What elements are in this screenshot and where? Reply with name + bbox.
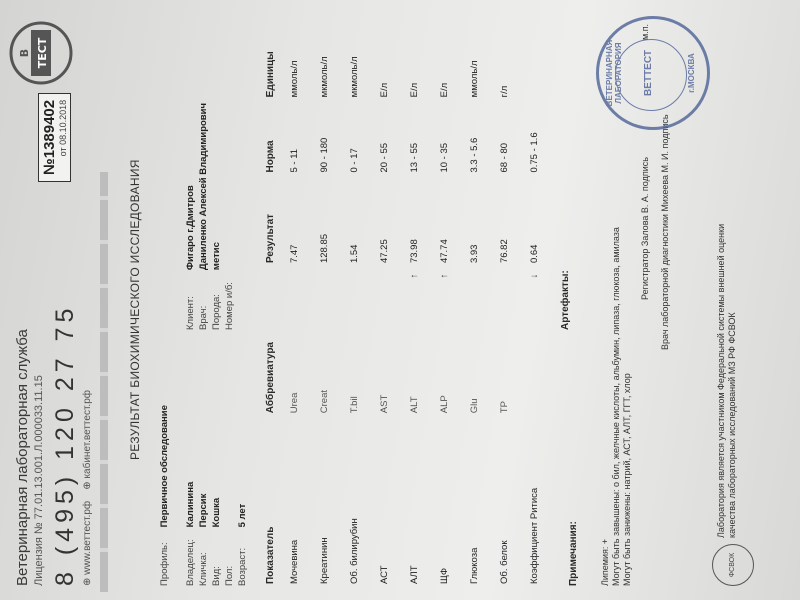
- cell-norm: 13 - 55: [408, 142, 420, 173]
- cell-abbr: ALT: [408, 396, 420, 414]
- cell-norm: 68 - 80: [498, 142, 510, 173]
- document-number-box: [38, 93, 71, 182]
- cell-units: мкмоль/л: [348, 56, 360, 98]
- cell-indicator: Об. белок: [498, 540, 510, 584]
- report-title: РЕЗУЛЬТАТ БИОХИМИЧЕСКОГО ИССЛЕДОВАНИЯ: [128, 159, 142, 460]
- globe-icon: ⊕: [82, 481, 93, 490]
- result-row: [519, 14, 549, 586]
- lipemia-notes: [600, 227, 633, 586]
- lab-stamp: [596, 16, 710, 130]
- cell-abbr: AST: [378, 394, 390, 414]
- stamp-city: г.МОСКВА: [687, 53, 696, 93]
- cell-result: 3.93: [468, 244, 480, 264]
- result-row: [279, 14, 309, 586]
- cell-arrow: [369, 265, 399, 287]
- cell-norm: 0 - 17: [348, 148, 360, 173]
- svg-text:ТЕСТ: ТЕСТ: [36, 37, 49, 69]
- cell-units: Е/л: [378, 82, 390, 98]
- col-result: Результат: [265, 213, 276, 264]
- cell-units: г/л: [498, 85, 510, 98]
- cell-abbr: [519, 287, 549, 415]
- cell-arrow: [339, 265, 369, 287]
- col-norm: Норма: [265, 140, 276, 173]
- cell-units: [519, 14, 549, 99]
- cell-indicator: Глюкоза: [468, 547, 480, 584]
- cell-indicator: Об. билирубин: [348, 518, 360, 584]
- cell-abbr: Urea: [288, 392, 300, 414]
- results-table: [262, 14, 549, 586]
- result-row: [489, 14, 519, 586]
- profile-value: Первичное обследование: [159, 405, 170, 528]
- cell-abbr: Creat: [318, 389, 330, 414]
- doctor-value: Даниленко Алексей Владимирович: [198, 102, 209, 271]
- cabinet-link[interactable]: кабинет.веттест.рф: [82, 389, 93, 479]
- species-value: Кошка: [211, 497, 222, 528]
- phone-number: 8 (495) 120 27 75: [51, 303, 79, 586]
- result-row: [339, 14, 369, 586]
- website-line: [82, 304, 93, 586]
- cell-result: 128.85: [318, 233, 330, 264]
- raised-line: Могут быть завышены: о бил, желчные кислоты, альбумин, липаза, глюкоза, амилаза: [611, 227, 621, 586]
- document-date: от 08.10.2018: [58, 99, 68, 157]
- website-link[interactable]: www.веттест.рф: [82, 500, 93, 575]
- document-number: №1389402: [41, 99, 58, 175]
- sex-value: [223, 405, 236, 527]
- cell-units: Е/л: [438, 82, 450, 98]
- card-label: Номер и/б:: [224, 282, 235, 330]
- owner-value: Калинина: [185, 481, 196, 528]
- lab-header: [14, 304, 93, 586]
- cell-arrow: ↑: [438, 273, 450, 279]
- accreditation-note: Лаборатория является участником Федеральной системы внешней оценки качества лабораторных исследований МЗ РФ ФСВОК: [716, 223, 737, 538]
- age-value: 5 лет: [237, 503, 248, 528]
- result-row: [429, 14, 459, 586]
- cell-indicator: АСТ: [378, 565, 390, 584]
- cell-norm: 5 - 11: [288, 148, 300, 173]
- svg-text:В: В: [18, 48, 31, 58]
- sex-label: Пол:: [224, 565, 235, 586]
- result-row: [459, 14, 489, 586]
- cell-abbr: ALP: [438, 395, 450, 414]
- cell-indicator: ЩФ: [438, 567, 450, 584]
- cell-result: 1.54: [348, 244, 360, 264]
- stamp-outer-text: ВЕТЕРИНАРНАЯ ЛАБОРАТОРИЯ: [605, 39, 623, 107]
- cell-arrow: [459, 265, 489, 287]
- cell-norm: 90 - 180: [318, 137, 330, 173]
- cell-abbr: TP: [498, 401, 510, 414]
- col-indicator: Показатель: [265, 526, 276, 584]
- col-units: Единицы: [265, 51, 276, 98]
- patient-info-left: [158, 405, 249, 586]
- breed-label: Порода:: [211, 294, 222, 330]
- col-abbr: Аббревиатура: [265, 342, 276, 414]
- cell-indicator: Коэффициент Ритиса: [528, 487, 540, 584]
- lipemia-line: Липемия: +: [600, 538, 610, 586]
- cell-arrow: [309, 265, 339, 287]
- cell-indicator: АЛТ: [408, 565, 420, 584]
- client-value: Фигаро г.Дмитров: [185, 185, 196, 271]
- lab-title: Ветеринарная лабораторная служба: [14, 329, 31, 586]
- cell-arrow: ↓: [528, 273, 540, 279]
- patient-info-right: [184, 103, 236, 330]
- cell-arrow: [279, 265, 309, 287]
- breed-value: метис: [211, 242, 222, 271]
- result-row: [369, 14, 399, 586]
- results-body: [279, 14, 549, 586]
- registrar-signature: Регистратор Залова В. А. подпись: [640, 157, 650, 300]
- cell-units: мкмоль/л: [318, 56, 330, 98]
- lowered-line: Могут быть занижены: натрий, АСТ, АЛТ, ГГТ, хлор: [622, 373, 632, 586]
- cell-arrow: ↑: [408, 273, 420, 279]
- doctor-label: Врач:: [198, 305, 209, 330]
- notes-label: Примечания:: [568, 521, 579, 586]
- cell-norm: 10 - 35: [438, 142, 450, 173]
- cell-units: ммоль/л: [288, 60, 300, 98]
- cell-arrow: [489, 265, 519, 287]
- nickname-value: Персик: [198, 493, 209, 528]
- result-row: [309, 14, 339, 586]
- nickname-label: Кличка:: [198, 552, 209, 586]
- cell-abbr: T.bil: [348, 396, 360, 414]
- cell-norm: 20 - 55: [378, 142, 390, 173]
- cell-result: 76.82: [498, 239, 510, 264]
- cell-result: 0.64: [528, 244, 540, 264]
- col-arrow: [262, 265, 279, 287]
- stamp-brand: ВЕТТЕСТ: [643, 50, 654, 96]
- vettest-logo: [8, 20, 74, 86]
- cell-norm: 3.3 - 5.6: [468, 137, 480, 173]
- doctor-signature: Врач лабораторной диагностики Михеева М. И. подпись: [660, 114, 670, 350]
- globe-icon: ⊕: [82, 577, 93, 586]
- results-header-row: [262, 14, 279, 586]
- species-label: Вид:: [211, 566, 222, 586]
- cell-indicator: Мочевина: [288, 539, 300, 584]
- cell-result: 47.25: [378, 239, 390, 264]
- license-number: Лицензия № 77.01.13.001.Л.000033.11.15: [33, 375, 45, 586]
- fsvok-logo: ФСВОК: [712, 544, 754, 586]
- age-label: Возраст:: [237, 547, 248, 586]
- owner-label: Владелец:: [185, 539, 196, 586]
- cell-units: Е/л: [408, 82, 420, 98]
- artifacts-label: Артефакты:: [560, 270, 571, 330]
- cell-result: 73.98: [408, 239, 420, 264]
- client-label: Клиент:: [185, 296, 196, 330]
- cell-units: ммоль/л: [468, 60, 480, 98]
- cell-result: 7.47: [288, 244, 300, 264]
- cell-result: 47.74: [438, 239, 450, 264]
- mp-label: м.п.: [640, 23, 650, 40]
- profile-label: Профиль:: [159, 542, 170, 586]
- cell-indicator: Креатинин: [318, 537, 330, 584]
- header-watermark-stripe: [100, 172, 108, 592]
- cell-norm: 0.75 - 1.6: [528, 132, 540, 173]
- result-row: [399, 14, 429, 586]
- cell-abbr: Glu: [468, 398, 480, 414]
